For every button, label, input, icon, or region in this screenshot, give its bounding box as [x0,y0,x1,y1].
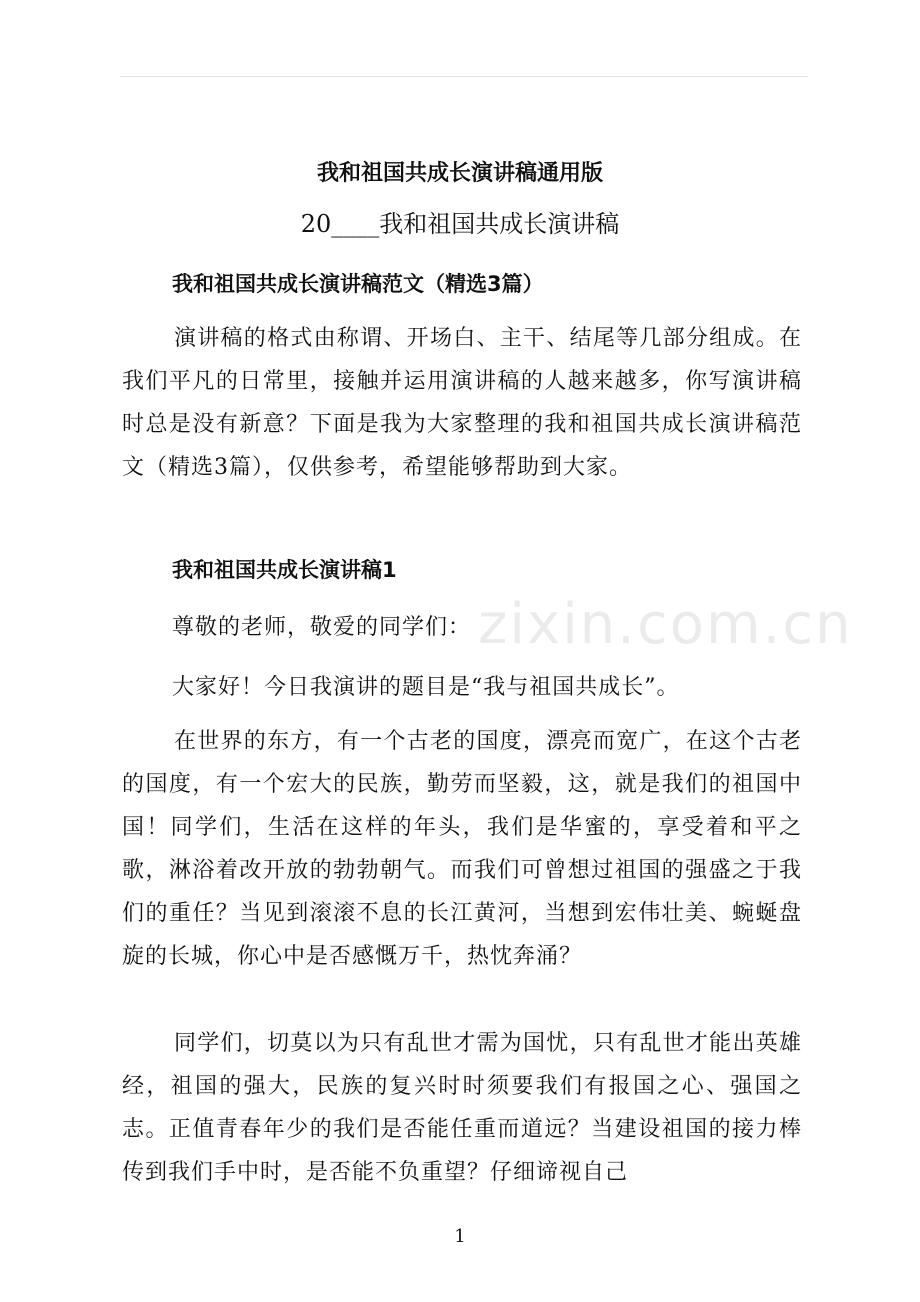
page-number: 1 [454,1226,466,1247]
intro-paragraph: 演讲稿的格式由称谓、开场白、主干、结尾等几部分组成。在我们平凡的日常里，接触并运用演讲稿的人越来越多，你写演讲稿时总是没有新意？下面是我为大家整理的我和祖国共成长演讲稿范文（精选3篇），仅供参考，希望能够帮助到大家。 [122,326,802,480]
salutation: 尊敬的老师，敬爱的同学们： [172,615,472,640]
section-heading: 我和祖国共成长演讲稿范文（精选3篇） [172,272,544,296]
greeting: 大家好！今日我演讲的题目是“我与祖国共成长”。 [172,675,680,700]
watermark: zixin.com.cn [478,592,853,657]
document-title: 我和祖国共成长演讲稿通用版 [316,161,603,186]
document-subtitle: 20____我和祖国共成长演讲稿 [300,210,620,238]
body-paragraph-2: 同学们，切莫以为只有乱世才需为国忧，只有乱世才能出英雄经，祖国的强大，民族的复兴时时须要我们有报国之心、强国之志。正值青春年少的我们是否能任重而道远？当建设祖国的接力棒传到我们手中时，是否能不负重望？仔细谛视自己 [122,1031,802,1185]
speech1-heading: 我和祖国共成长演讲稿1 [172,558,397,582]
body-paragraph-1: 在世界的东方，有一个古老的国度，漂亮而宽广，在这个古老的国度，有一个宏大的民族，勤劳而坚毅，这，就是我们的祖国中国！同学们，生活在这样的年头，我们是华蜜的，享受着和平之歌，淋浴着改开放的勃勃朝气。而我们可曾想过祖国的强盛之于我们的重任？当见到滚滚不息的长江黄河，当想到宏伟壮美、蜿蜒盘旋的长城，你心中是否感慨万千，热忱奔涌？ [122,729,802,969]
header-rule [120,76,808,77]
